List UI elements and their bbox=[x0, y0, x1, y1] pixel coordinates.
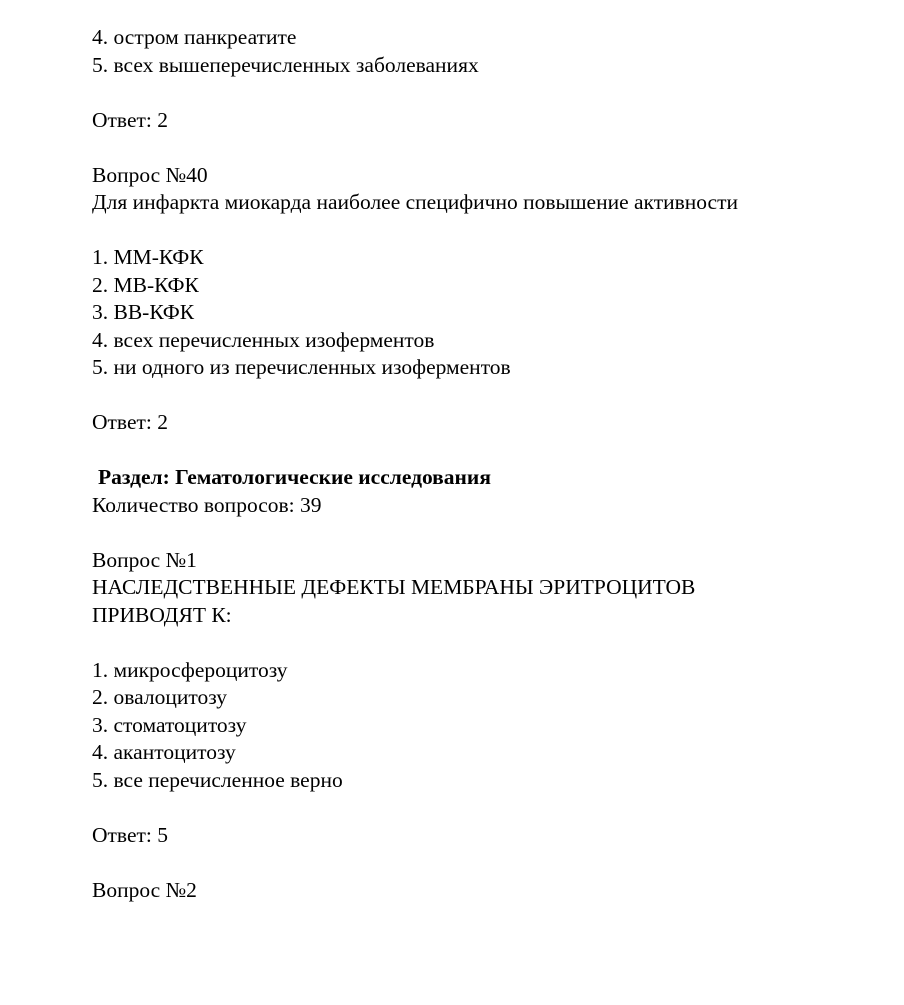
spacer bbox=[92, 134, 872, 162]
option-item: 5. все перечисленное верно bbox=[92, 767, 343, 792]
prev-question-block bbox=[92, 24, 872, 134]
option-item: 4. всех перечисленных изоферментов bbox=[92, 327, 435, 352]
question-text: Для инфаркта миокарда наиболее специфично повышение активности bbox=[92, 190, 738, 214]
option-item: 1. микросфероцитозу bbox=[92, 657, 288, 682]
spacer bbox=[92, 382, 872, 410]
spacer bbox=[92, 794, 872, 822]
answer-line: Ответ: 2 bbox=[92, 410, 168, 434]
section-title: Раздел: Гематологические исследования bbox=[98, 465, 491, 489]
spacer bbox=[92, 79, 872, 107]
option-item: 2. МВ-КФК bbox=[92, 272, 199, 297]
spacer bbox=[92, 217, 872, 245]
option-item: 3. стоматоцитозу bbox=[92, 712, 247, 737]
question-count: Количество вопросов: 39 bbox=[92, 492, 322, 517]
option-item: 4. акантоцитозу bbox=[92, 740, 236, 764]
spacer bbox=[92, 849, 872, 877]
document-page bbox=[92, 24, 872, 904]
question-title: Вопрос №2 bbox=[92, 877, 197, 902]
option-item: 5. всех вышеперечисленных заболеваниях bbox=[92, 52, 479, 77]
question-1-block bbox=[92, 547, 872, 850]
answer-line: Ответ: 5 bbox=[92, 822, 168, 847]
question-40-block bbox=[92, 162, 872, 437]
question-text-line: НАСЛЕДСТВЕННЫЕ ДЕФЕКТЫ МЕМБРАНЫ ЭРИТРОЦИТОВ bbox=[92, 575, 696, 599]
question-title: Вопрос №1 bbox=[92, 547, 197, 572]
option-item: 1. ММ-КФК bbox=[92, 245, 204, 269]
answer-line: Ответ: 2 bbox=[92, 107, 168, 132]
option-item: 2. овалоцитозу bbox=[92, 685, 227, 709]
spacer bbox=[92, 629, 872, 657]
question-text-line: ПРИВОДЯТ К: bbox=[92, 602, 232, 627]
option-item: 5. ни одного из перечисленных изоферментов bbox=[92, 355, 511, 379]
question-title: Вопрос №40 bbox=[92, 162, 208, 187]
section-header bbox=[92, 464, 872, 519]
spacer bbox=[92, 437, 872, 465]
option-item: 4. остром панкреатите bbox=[92, 25, 297, 49]
option-item: 3. ВВ-КФК bbox=[92, 300, 195, 324]
spacer bbox=[92, 519, 872, 547]
question-2-block bbox=[92, 877, 872, 905]
